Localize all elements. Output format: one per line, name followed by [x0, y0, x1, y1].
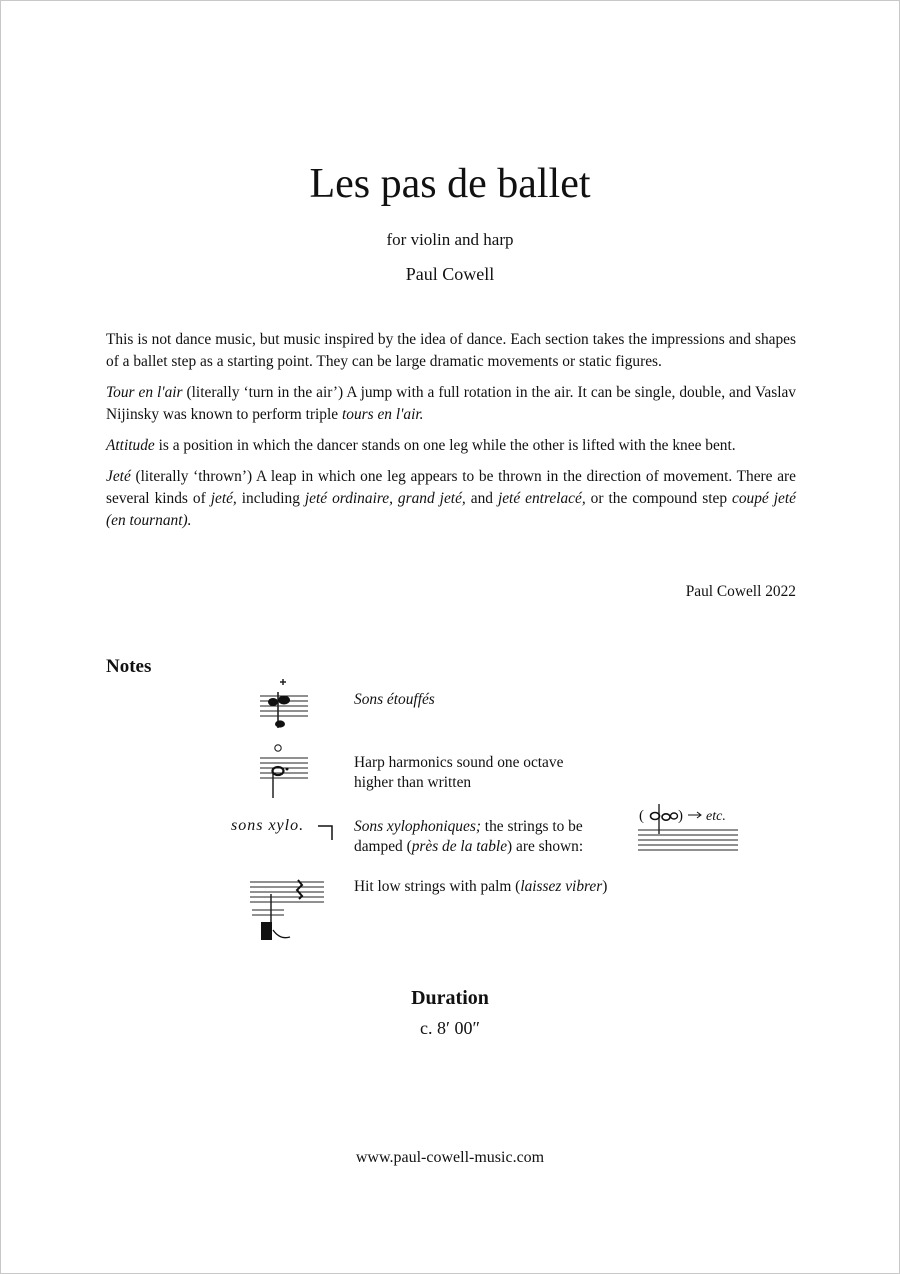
composer-name: Paul Cowell — [405, 264, 495, 284]
damped-strings-example-icon — [636, 800, 742, 856]
intro-paragraph: Tour en l'air (literally ‘turn in the air’) A jump with a full rotation in the air. It can be single, double, and Vaslav Nijinsky was known to perform triple tours en l'air. — [106, 384, 796, 423]
term: coupé jeté (en tournant). — [106, 490, 796, 529]
term: Attitude — [106, 437, 155, 454]
harp-harmonic-notation-icon — [256, 742, 316, 800]
website-url: www.paul-cowell-music.com — [355, 1149, 545, 1166]
sons-etouffes-notation-icon — [256, 678, 316, 734]
intro-paragraph: This is not dance music, but music inspired by the idea of dance. Each section takes the impressions and shapes of a ballet step as a starting point. They can be large dramatic movements or static figures. — [106, 331, 796, 370]
note-palm-strike: Hit low strings with palm (laissez vibrer) — [354, 878, 608, 895]
duration-heading: Duration — [411, 987, 489, 1009]
term: jeté, — [210, 490, 237, 507]
duration-value: c. 8′ 00″ — [420, 1018, 480, 1038]
term: jeté entrelacé, — [497, 490, 586, 507]
term: tours en l'air. — [341, 406, 424, 423]
sons-xylo-marking: sons xylo. — [231, 817, 305, 834]
palm-strike-notation-icon — [246, 874, 330, 946]
bracket-hook-icon — [316, 820, 336, 842]
note-sons-xylophoniques-line2: damped (près de la table) are shown: — [354, 838, 584, 855]
intro-paragraph: Attitude is a position in which the dancer stands on one leg while the other is lifted with the knee bent. — [106, 437, 736, 454]
term: jeté ordinaire, grand jeté, — [304, 490, 466, 507]
subtitle: for violin and harp — [386, 230, 514, 249]
signature: Paul Cowell 2022 — [685, 583, 796, 600]
intro-paragraph: Jeté (literally ‘thrown’) A leap in which one leg appears to be thrown in the direction of movement. There are several kinds of jeté, including jeté ordinaire, grand jeté, and jeté entrelacé, or the compound step coupé jeté (en tournant). — [106, 468, 796, 529]
note-sons-etouffes: Sons étouffés — [354, 691, 435, 708]
notes-heading: Notes — [106, 656, 152, 677]
term: Jeté — [106, 468, 131, 485]
etc-label: etc. — [706, 809, 726, 824]
note-harp-harmonics: Harp harmonics sound one octave higher than written — [354, 754, 564, 791]
introduction — [106, 329, 796, 541]
svg-text:(: ( — [639, 808, 644, 824]
svg-text:): ) — [678, 808, 683, 824]
page-title: Les pas de ballet — [309, 161, 591, 207]
term: Tour en l'air — [106, 384, 183, 401]
note-sons-xylophoniques: Sons xylophoniques; the strings to be — [354, 818, 583, 835]
